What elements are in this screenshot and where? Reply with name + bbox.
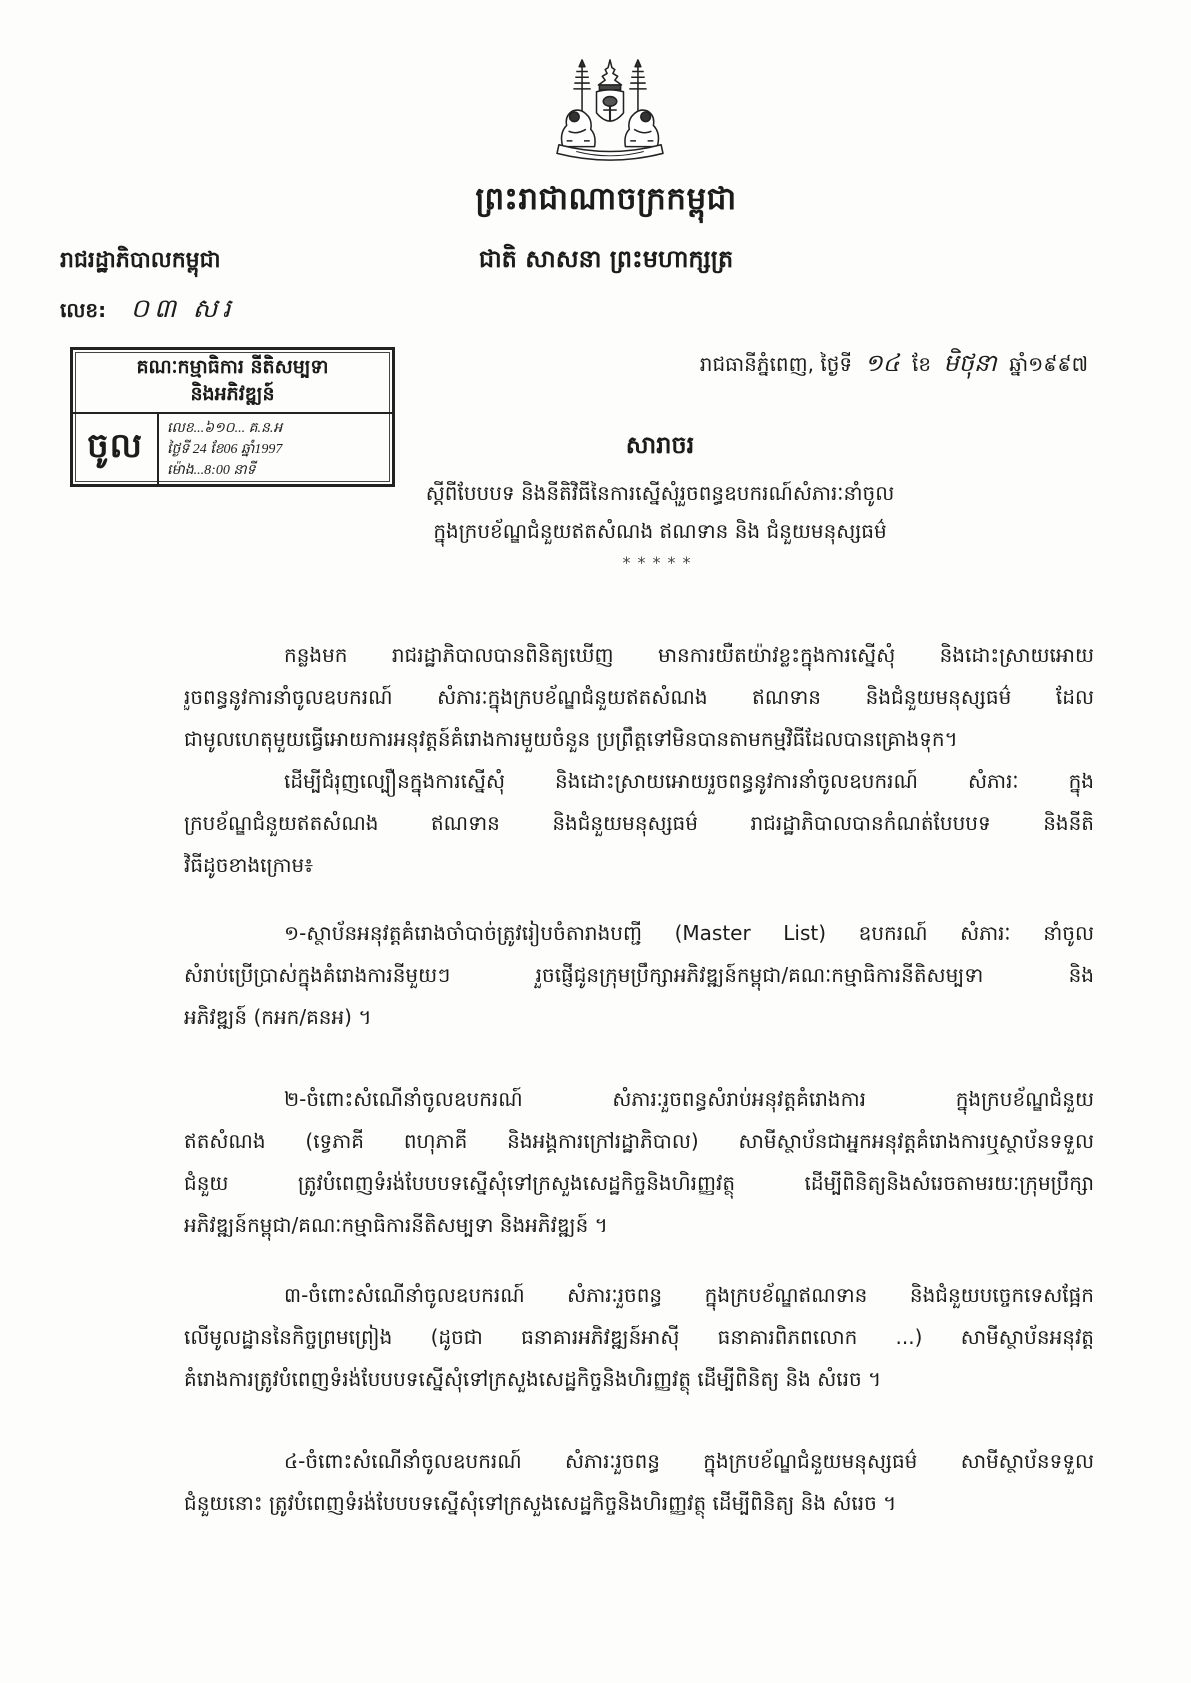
central-shield xyxy=(597,90,624,122)
subject-line-1: ស្តីពីបែបបទ និងនីតិវិធីនៃការស្នើសុំរួចពន្ធឧបករណ៍សំភារៈនាំចូល xyxy=(425,481,895,505)
date-prefix: រាជធានីភ្នំពេញ, ថ្ងៃទី xyxy=(699,352,853,376)
date-month: មិថុនា xyxy=(943,351,997,377)
intro-paragraph-1 xyxy=(184,634,1094,760)
text-line: វិធីដូចខាងក្រោម៖ xyxy=(184,853,314,877)
numbered-item-2 xyxy=(184,1078,1094,1246)
text-line: ១-ស្ថាប័នអនុវត្តគំរោងចាំបាច់ត្រូវរៀបចំតារាងបញ្ជី (Master List) ឧបករណ៍ សំភារៈ នាំចូល xyxy=(284,921,1094,945)
stamp-details xyxy=(73,414,392,484)
date-year: ឆ្នាំ១៩៩៧ xyxy=(1009,352,1088,376)
subject-line-2: ក្នុងក្របខ័ណ្ឌជំនួយឥតសំណង ឥណទាន និង ជំនួយមនុស្សធម៌ xyxy=(433,519,887,543)
royal-arms-svg xyxy=(547,58,673,164)
stamp-organization xyxy=(73,350,392,414)
document-body xyxy=(184,634,1094,1524)
crown-spire xyxy=(598,60,621,90)
date-day: ១៤ xyxy=(864,351,900,377)
place-and-date xyxy=(700,348,1088,383)
numbered-item-1 xyxy=(184,912,1094,1038)
stamp-org-line-1: គណៈកម្មាធិការ នីតិសម្បទា xyxy=(136,356,329,378)
text-line: ជំនួយនោះ ត្រូវបំពេញទំរង់បែបបទស្នើសុំទៅក្រសួងសេដ្ឋកិច្ចនិងហិរញ្ញវត្ថុ ដើម្បីពិនិត្យ និង សំរេច ។ xyxy=(184,1491,897,1515)
date-month-label: ខែ xyxy=(912,352,932,376)
document-number-value: ០៣ សរ xyxy=(130,294,236,323)
national-motto: ជាតិ សាសនា ព្រះមហាក្សត្រ xyxy=(478,245,734,273)
kingdom-heading: ព្រះរាជាណាចក្រកម្ពុជា xyxy=(475,181,737,217)
text-line: ២-ចំពោះសំណើនាំចូលឧបករណ៍ សំភារៈរួចពន្ធសំរាប់អនុវត្តគំរោងការ ក្នុងក្របខ័ណ្ឌជំនួយ xyxy=(284,1087,1094,1111)
text-line: គំរោងការត្រូវបំពេញទំរង់បែបបទស្នើសុំទៅក្រសួងសេដ្ឋកិច្ចនិងហិរញ្ញវត្ថុ ដើម្បីពិនិត្យ និង សំរេច ។ xyxy=(184,1367,882,1391)
text-line: ជាមូលហេតុមួយធ្វើអោយការអនុវត្តន៍គំរោងការមួយចំនួន ប្រព្រឹត្តទៅមិនបានតាមកម្មវិធីដែលបានគ្រោងទុក។ xyxy=(184,727,958,751)
stamp-date: ថ្ងៃទី 24 ខែ06 ឆ្នាំ1997 xyxy=(167,442,283,457)
text-line: កន្លងមក រាជរដ្ឋាភិបាលបានពិនិត្យឃើញ មានការយឺតយ៉ាវខ្លះក្នុងការស្នើសុំ និងដោះស្រាយអោយ xyxy=(284,643,1094,667)
intro-paragraph-2 xyxy=(184,760,1094,886)
separator-stars: ***** xyxy=(622,553,698,572)
right-lion xyxy=(625,110,659,147)
stamp-org-line-2: និងអភិវឌ្ឍន៍ xyxy=(190,383,275,405)
text-line: ដើម្បីជំរុញល្បឿនក្នុងការស្នើសុំ និងដោះស្រាយអោយរួចពន្ធនូវការនាំចូលឧបករណ៍ សំភារៈ ក្នុង xyxy=(284,769,1094,793)
text-line: រួចពន្ធនូវការនាំចូលឧបករណ៍ សំភារៈក្នុងក្របខ័ណ្ឌជំនួយឥតសំណង ឥណទាន និងជំនួយមនុស្សធម៌ ដែល xyxy=(184,685,1094,709)
stamp-received-label: ចូល xyxy=(73,414,159,484)
text-line: លើមូលដ្ឋាននៃកិច្ចព្រមព្រៀង (ដូចជា ធនាគារអភិវឌ្ឍន៍អាស៊ី ធនាគារពិភពលោក ...) សាមីស្ថាប័នអនុវត្ត xyxy=(184,1325,1094,1349)
left-lion xyxy=(561,110,595,147)
document-number xyxy=(60,292,236,330)
text-line: ជំនួយ ត្រូវបំពេញទំរង់បែបបទស្នើសុំទៅក្រសួងសេដ្ឋកិច្ចនិងហិរញ្ញវត្ថុ ដើម្បីពិនិត្យនិងសំរេចតាមរយៈក្រុមប្រឹក្សា xyxy=(184,1171,1094,1195)
text-line: សំរាប់ប្រើប្រាស់ក្នុងគំរោងការនីមួយៗ រួចផ្ញើជូនក្រុមប្រឹក្សាអភិវឌ្ឍន៍កម្ពុជា/គណៈកម្មាធិការនីតិសម្បទា និង xyxy=(184,963,1094,987)
text-line: អភិវឌ្ឍន៍ (កអក/គនអ) ។ xyxy=(184,1005,372,1029)
text-line: ៤-ចំពោះសំណើនាំចូលឧបករណ៍ សំភារៈរួចពន្ធ ក្នុងក្របខ័ណ្ឌជំនួយមនុស្សធម៌ សាមីស្ថាប័នទទួល xyxy=(284,1449,1094,1473)
received-stamp xyxy=(70,347,395,487)
text-line: អភិវឌ្ឍន៍កម្ពុជា/គណៈកម្មាធិការនីតិសម្បទា និងអភិវឌ្ឍន៍ ។ xyxy=(184,1213,608,1237)
numbered-item-3 xyxy=(184,1274,1094,1400)
stamp-fields xyxy=(159,414,392,484)
document-number-label: លេខ: xyxy=(60,298,107,322)
stamp-number: លេខ...៦១០... គ.ន.អ xyxy=(167,421,283,436)
text-line: ៣-ចំពោះសំណើនាំចូលឧបករណ៍ សំភារៈរួចពន្ធ ក្នុងក្របខ័ណ្ឌឥណទាន និងជំនួយបច្ចេកទេសផ្អែក xyxy=(284,1283,1094,1307)
numbered-item-4 xyxy=(184,1440,1094,1524)
text-line: ក្របខ័ណ្ឌជំនួយឥតសំណង ឥណទាន និងជំនួយមនុស្សធម៌ រាជរដ្ឋាភិបាលបានកំណត់បែបបទ និងនីតិ xyxy=(184,811,1094,835)
stamp-time: ម៉ោង...8:00 នាទី xyxy=(167,463,256,478)
issuing-authority: រាជរដ្ឋាភិបាលកម្ពុជា xyxy=(60,248,221,273)
royal-arms-icon xyxy=(547,58,673,164)
document-title: សារាចរ xyxy=(625,431,695,459)
text-line: ឥតសំណង (ទ្វេភាគី ពហុភាគី និងអង្គការក្រៅរដ្ឋាភិបាល) សាមីស្ថាប័នជាអ្នកអនុវត្តគំរោងការឬស្ថាប័នទទួល xyxy=(184,1129,1094,1153)
